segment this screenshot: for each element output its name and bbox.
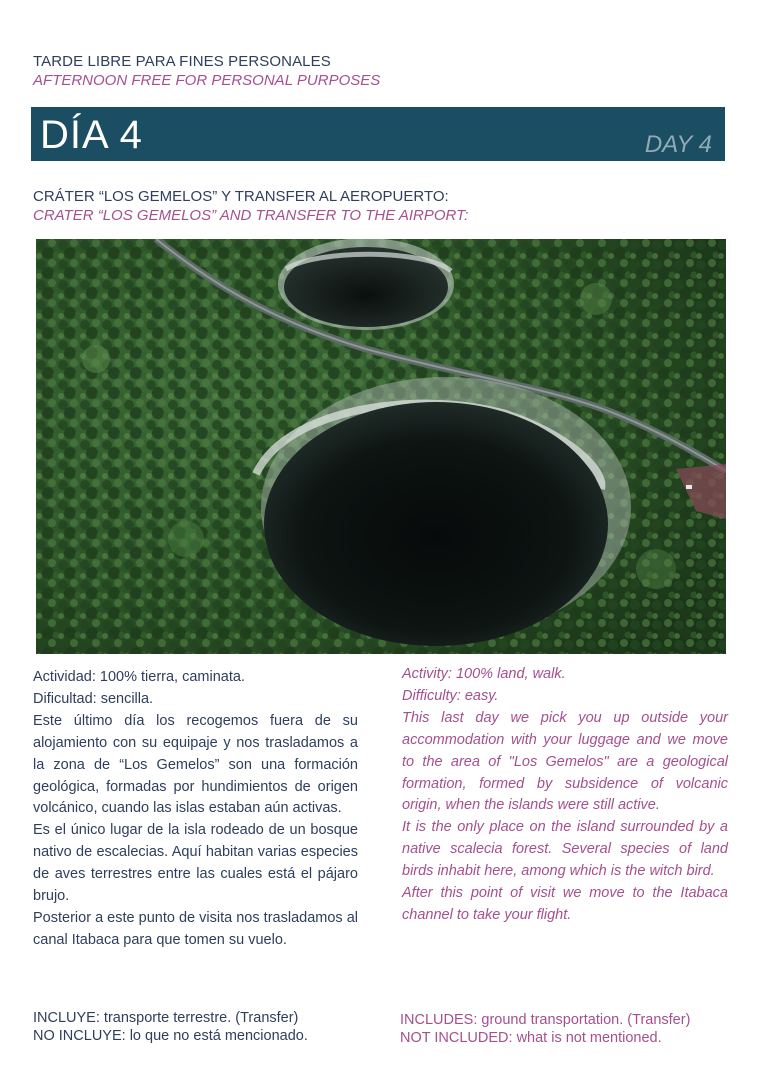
activity-en: Activity: 100% land, walk.: [402, 666, 566, 682]
included-value-en: ground transportation. (Transfer): [481, 1012, 691, 1028]
included-label-es: INCLUYE:: [33, 1010, 100, 1026]
description-en: [402, 664, 728, 927]
included-line-en: [400, 1011, 690, 1029]
includes-es: [33, 1009, 308, 1045]
activity-es: Actividad: 100% tierra, caminata.: [33, 669, 245, 685]
not-included-line-es: [33, 1027, 308, 1045]
day-title-es: DÍA 4: [40, 113, 143, 157]
difficulty-en: Difficulty: easy.: [402, 687, 499, 704]
afternoon-free-en: AFTERNOON FREE FOR PERSONAL PURPOSES: [33, 72, 381, 89]
paragraph-1-es: Este último día los recogemos fuera de su alojamiento con su equipaje y nos trasladamos a la zona de “Los Gemelos” son una formación geológica, formadas por hundimientos de origen volcánico, cuando las islas estaban aún activas.: [33, 712, 358, 817]
crater-aerial-photo: [36, 239, 726, 654]
not-included-value-en: what is not mentioned.: [516, 1030, 662, 1046]
day-banner: [31, 107, 725, 161]
paragraph-2-es: Es el único lugar de la isla rodeado de un bosque nativo de escalecias. Aquí habitan varias especies de aves terrestres entre las cuales está el pájaro brujo.: [33, 822, 358, 905]
not-included-value-es: lo que no está mencionado.: [129, 1028, 308, 1044]
paragraph-2-en: It is the only place on the island surrounded by a native scalecia forest. Several species of land birds inhabit here, among which is the witch bird.: [402, 819, 728, 880]
paragraph-3-en: After this point of visit we move to the Itabaca channel to take your flight.: [402, 885, 728, 923]
not-included-label-es: NO INCLUYE:: [33, 1028, 126, 1044]
day-title-en: DAY 4: [644, 131, 712, 158]
not-included-label-en: NOT INCLUDED:: [400, 1030, 513, 1046]
paragraph-3-es: Posterior a este punto de visita nos trasladamos al canal Itabaca para que tomen su vuelo.: [33, 909, 358, 948]
section-title-en: CRATER “LOS GEMELOS” AND TRANSFER TO THE AIRPORT:: [33, 207, 469, 224]
paragraph-1-en: This last day we pick you up outside your accommodation with your luggage and we move to the area of "Los Gemelos" are a geological formation, formed by subsidence of volcanic origin, when the islands were still active.: [402, 709, 728, 814]
included-value-es: transporte terrestre. (Transfer): [103, 1010, 299, 1026]
included-line-es: [33, 1009, 308, 1027]
afternoon-free-es: TARDE LIBRE PARA FINES PERSONALES: [33, 53, 331, 70]
section-title-es: CRÁTER “LOS GEMELOS” Y TRANSFER AL AEROPUERTO:: [33, 188, 449, 205]
not-included-line-en: [400, 1029, 690, 1047]
difficulty-es: Dificultad: sencilla.: [33, 690, 154, 707]
includes-en: [400, 1011, 690, 1047]
description-es: [33, 667, 358, 952]
included-label-en: INCLUDES:: [400, 1012, 478, 1028]
